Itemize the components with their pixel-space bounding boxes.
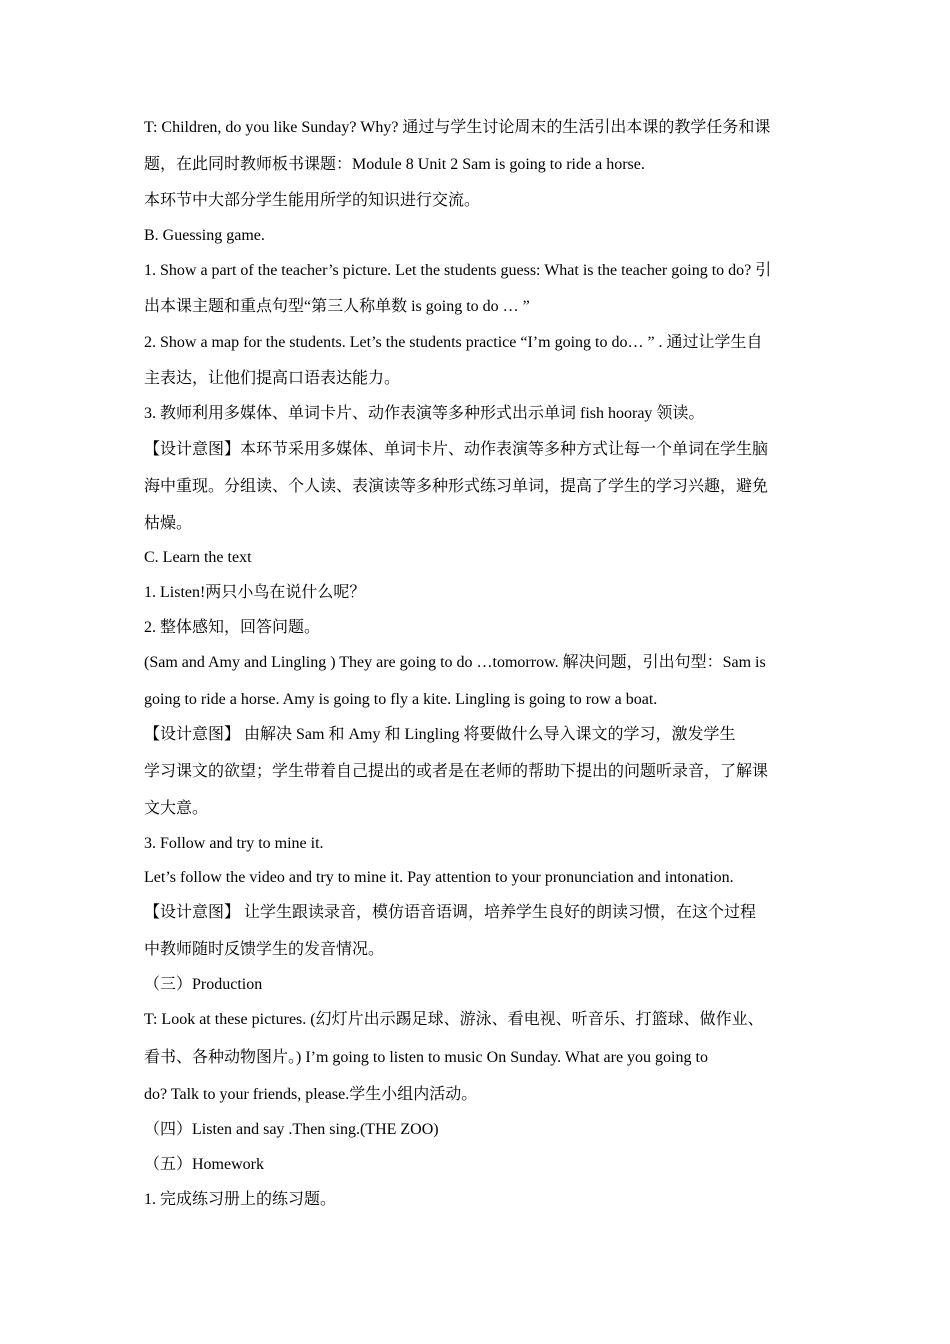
paragraph-line: 1. 完成练习册上的练习题。 (144, 1191, 337, 1208)
paragraph-line: T: Children, do you like Sunday? Why? 通过与学生讨论周末的生活引出本课的教学任务和课 (144, 119, 771, 136)
paragraph-line: do? Talk to your friends, please.学生小组内活动。 (144, 1086, 478, 1103)
section-heading: （四）Listen and say .Then sing.(THE ZOO) (144, 1121, 439, 1138)
paragraph-line: 枯燥。 (144, 515, 193, 532)
paragraph-line: 1. Show a part of the teacher’s picture. Let the students guess: What is the teacher going to do? 引 (144, 262, 772, 279)
paragraph-line: 主表达，让他们提高口语表达能力。 (144, 370, 401, 387)
paragraph-line: (Sam and Amy and Lingling ) They are going to do …tomorrow. 解决问题，引出句型：Sam is (144, 654, 766, 671)
paragraph-line: 看书、各种动物图片。) I’m going to listen to music On Sunday. What are you going to (144, 1049, 708, 1066)
paragraph-line: Let’s follow the video and try to mine it. Pay attention to your pronunciation and intonation. (144, 869, 734, 886)
paragraph-line: 3. Follow and try to mine it. (144, 835, 324, 852)
paragraph-line: 2. 整体感知，回答问题。 (144, 619, 321, 636)
design-intent-line: 【设计意图】本环节采用多媒体、单词卡片、动作表演等多种方式让每一个单词在学生脑 (144, 441, 769, 458)
section-heading: （三）Production (144, 976, 263, 993)
paragraph-line: 3. 教师利用多媒体、单词卡片、动作表演等多种形式出示单词 fish hooray 领读。 (144, 405, 705, 422)
paragraph-line: T: Look at these pictures. (幻灯片出示踢足球、游泳、看电视、听音乐、打篮球、做作业、 (144, 1011, 764, 1028)
paragraph-line: 中教师随时反馈学生的发音情况。 (144, 941, 385, 958)
design-intent-line: 【设计意图】 由解决 Sam 和 Amy 和 Lingling 将要做什么导入课文的学习，激发学生 (144, 726, 736, 743)
paragraph-line: 出本课主题和重点句型“第三人称单数 is going to do … ” (144, 298, 530, 315)
paragraph-line: going to ride a horse. Amy is going to fly a kite. Lingling is going to row a boat. (144, 691, 658, 708)
section-heading: B. Guessing game. (144, 227, 265, 244)
section-heading: C. Learn the text (144, 549, 252, 566)
paragraph-line: 学习课文的欲望；学生带着自己提出的或者是在老师的帮助下提出的问题听录音，了解课 (144, 763, 769, 780)
paragraph-line: 2. Show a map for the students. Let’s the students practice “I’m going to do… ” . 通过让学生自 (144, 334, 763, 351)
section-heading: （五）Homework (144, 1156, 264, 1173)
paragraph-line: 文大意。 (144, 800, 209, 817)
paragraph-line: 题，在此同时教师板书课题：Module 8 Unit 2 Sam is going to ride a horse. (144, 156, 645, 173)
paragraph-line: 1. Listen!两只小鸟在说什么呢？ (144, 584, 366, 601)
design-intent-line: 【设计意图】 让学生跟读录音，模仿语音语调，培养学生良好的朗读习惯，在这个过程 (144, 904, 757, 921)
paragraph-line: 海中重现。分组读、个人读、表演读等多种形式练习单词，提高了学生的学习兴趣，避免 (144, 478, 769, 495)
paragraph-line: 本环节中大部分学生能用所学的知识进行交流。 (144, 192, 481, 209)
